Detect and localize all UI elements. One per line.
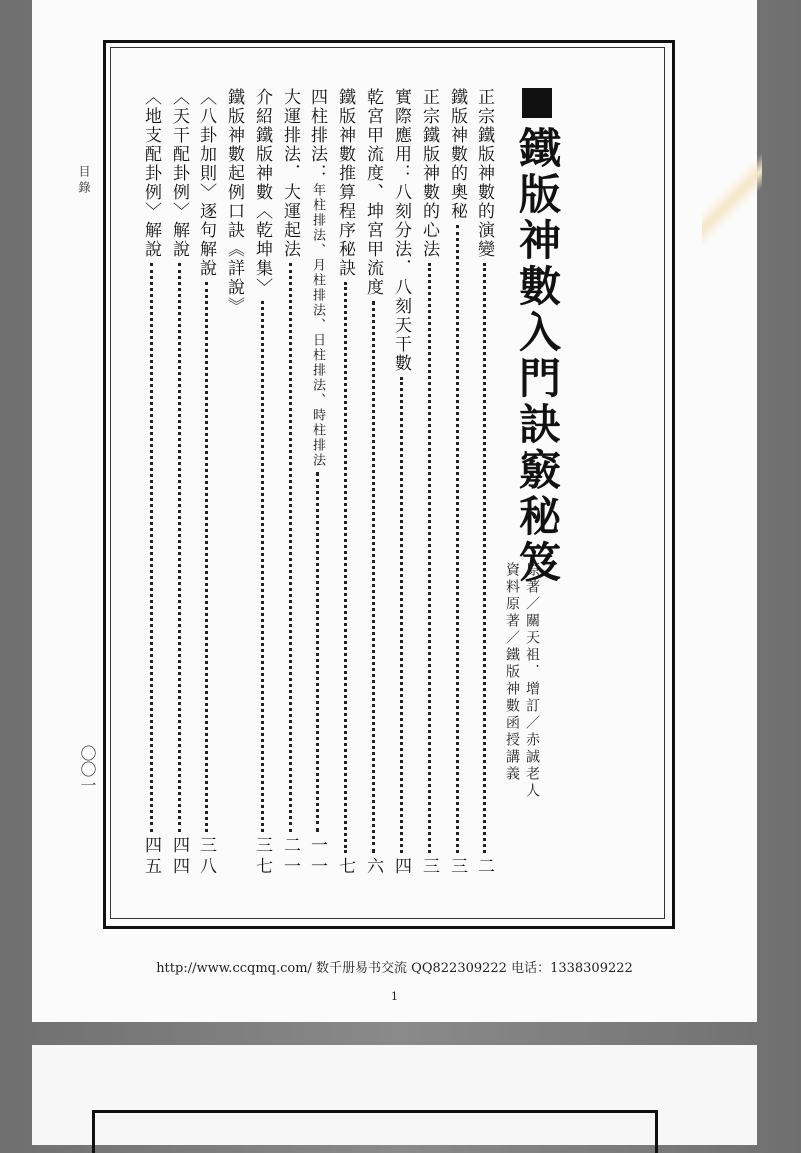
side-page: 〇〇一	[78, 745, 97, 793]
toc-entry-page: 七	[335, 857, 355, 878]
toc-entry-title: 介紹鐵版神數〈乾坤集〉	[252, 88, 272, 297]
toc-entry-title: 〈八卦加則〉逐句解說	[196, 88, 216, 278]
author-line: 資料原著／鐵版神數函授講義	[504, 562, 520, 783]
toc-entry-page: 二	[474, 857, 494, 878]
dot-leader	[261, 301, 264, 832]
toc-entry	[278, 88, 303, 878]
toc-entry-page: 一一	[307, 836, 327, 878]
toc-entry-subtitle: 年柱排法、月柱排法、日柱排法、時柱排法	[310, 183, 325, 468]
toc-entry-title: 鐵版神數推算程序秘訣	[335, 88, 355, 278]
dot-leader	[456, 225, 459, 853]
toc-entry	[361, 88, 386, 878]
scan-mark	[702, 140, 762, 260]
toc-entry-page: 三	[419, 857, 439, 878]
dot-leader	[205, 282, 208, 832]
toc-entry	[250, 88, 275, 878]
dot-leader	[344, 282, 347, 853]
toc-entry-title: 大運排法．大運起法	[280, 88, 300, 259]
toc-entry-title: 實際應用：八刻分法．八刻天干數	[391, 88, 411, 373]
toc-entry-title: 正宗鐵版神數的心法	[419, 88, 439, 259]
dot-leader	[316, 472, 319, 832]
toc-entry-page: 三七	[252, 836, 272, 878]
toc-entry-title: 乾宮甲流度、坤宮甲流度	[363, 88, 383, 297]
footer-text: http://www.ccqmq.com/ 数千册易书交流 QQ822309222 电话：1338309222	[156, 961, 633, 976]
toc-entry-title: 鐵版神數的奧秘	[447, 88, 467, 221]
dot-leader	[289, 263, 292, 832]
title-block-icon	[522, 88, 552, 118]
dot-leader	[178, 263, 181, 832]
toc-entry	[417, 88, 442, 878]
dot-leader	[150, 263, 153, 832]
title-text: 鐵版神數入門訣竅秘笈	[513, 126, 562, 586]
toc-entry-page: 四四	[169, 836, 189, 878]
toc-entry	[305, 88, 330, 878]
next-page	[32, 1045, 757, 1145]
toc-entry-page: 三八	[196, 836, 216, 878]
toc-entry-title: 鐵版神數起例口訣《詳說》	[224, 88, 244, 316]
toc-entry-page: 四	[391, 857, 411, 878]
toc-entry-title: 〈地支配卦例〉解說	[141, 88, 161, 259]
toc-entry-title: 正宗鐵版神數的演變	[474, 88, 494, 259]
dot-leader	[428, 263, 431, 853]
toc-entry	[139, 88, 164, 878]
toc-entry	[194, 88, 219, 878]
toc-entry-page: 三	[447, 857, 467, 878]
side-label: 目 錄	[77, 165, 91, 193]
toc-entry-title: 四柱排法：	[307, 88, 327, 183]
toc-entry	[445, 88, 470, 878]
toc-entry-page: 四五	[141, 836, 161, 878]
toc-entry	[472, 88, 497, 878]
toc-entry-title: 〈天干配卦例〉解說	[169, 88, 189, 259]
page-number: 1	[391, 990, 398, 1003]
toc-entry-page: 二一	[280, 836, 300, 878]
toc-entry	[167, 88, 192, 878]
book-title	[507, 88, 567, 586]
dot-leader	[400, 377, 403, 853]
author-line: 原著／關天祖．增訂／赤誠老人	[524, 562, 540, 800]
toc-entry	[333, 88, 358, 878]
toc-entry-page: 六	[363, 857, 383, 878]
dot-leader	[372, 301, 375, 853]
toc-entry	[389, 88, 414, 878]
document-page	[32, 0, 757, 1022]
next-page-frame	[92, 1110, 658, 1153]
dot-leader	[483, 263, 486, 853]
toc-entry	[222, 88, 247, 878]
